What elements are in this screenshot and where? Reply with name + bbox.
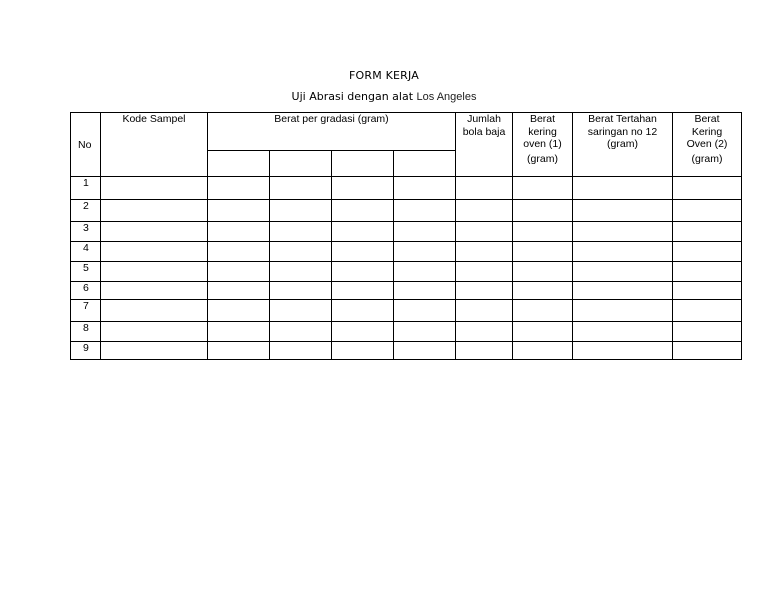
form-entry-cell[interactable] <box>513 200 573 222</box>
form-entry-cell[interactable] <box>394 177 456 200</box>
form-entry-cell[interactable] <box>101 282 208 300</box>
form-entry-cell[interactable] <box>208 262 270 282</box>
form-entry-cell[interactable] <box>101 242 208 262</box>
form-entry-cell[interactable] <box>573 242 673 262</box>
form-entry-cell[interactable] <box>208 300 270 322</box>
form-entry-cell[interactable] <box>270 177 332 200</box>
form-entry-cell[interactable] <box>270 242 332 262</box>
form-entry-cell[interactable] <box>456 177 513 200</box>
gradasi-cell <box>270 151 332 177</box>
form-entry-cell[interactable] <box>101 222 208 242</box>
form-entry-cell[interactable] <box>456 300 513 322</box>
table-row <box>71 342 742 360</box>
form-entry-cell[interactable] <box>456 200 513 222</box>
form-entry-cell[interactable] <box>573 222 673 242</box>
row-number: 4 <box>71 242 101 262</box>
form-entry-cell[interactable] <box>513 342 573 360</box>
form-entry-cell[interactable] <box>513 222 573 242</box>
subtitle-text: Uji Abrasi dengan alat <box>291 90 414 103</box>
form-entry-cell[interactable] <box>573 342 673 360</box>
form-entry-cell[interactable] <box>456 282 513 300</box>
form-entry-cell[interactable] <box>394 282 456 300</box>
row-number: 2 <box>71 200 101 222</box>
header-berat-kering-1: Berat kering oven (1) (gram) <box>513 113 573 177</box>
gradasi-cell <box>394 151 456 177</box>
table-row <box>71 242 742 262</box>
form-entry-cell[interactable] <box>208 222 270 242</box>
form-entry-cell[interactable] <box>208 342 270 360</box>
form-entry-cell[interactable] <box>332 282 394 300</box>
form-entry-cell[interactable] <box>456 262 513 282</box>
table-row <box>71 282 742 300</box>
form-entry-cell[interactable] <box>208 322 270 342</box>
form-entry-cell[interactable] <box>270 200 332 222</box>
form-entry-cell[interactable] <box>270 342 332 360</box>
form-entry-cell[interactable] <box>573 300 673 322</box>
form-entry-cell[interactable] <box>513 177 573 200</box>
form-entry-cell[interactable] <box>394 242 456 262</box>
header-berat-kering-2: Berat Kering Oven (2) (gram) <box>673 113 742 177</box>
form-entry-cell[interactable] <box>332 242 394 262</box>
form-entry-cell[interactable] <box>270 300 332 322</box>
form-entry-cell[interactable] <box>101 200 208 222</box>
table-row <box>71 300 742 322</box>
form-entry-cell[interactable] <box>456 322 513 342</box>
header-no: No <box>71 113 101 177</box>
form-entry-cell[interactable] <box>332 200 394 222</box>
form-entry-cell[interactable] <box>101 262 208 282</box>
header-kode-sampel: Kode Sampel <box>101 113 208 177</box>
form-entry-cell[interactable] <box>101 300 208 322</box>
row-number: 1 <box>71 177 101 200</box>
form-entry-cell[interactable] <box>270 322 332 342</box>
table-row <box>71 222 742 242</box>
form-entry-cell[interactable] <box>332 322 394 342</box>
form-entry-cell[interactable] <box>332 177 394 200</box>
form-entry-cell[interactable] <box>673 200 742 222</box>
form-entry-cell[interactable] <box>573 200 673 222</box>
form-entry-cell[interactable] <box>573 262 673 282</box>
form-entry-cell[interactable] <box>394 222 456 242</box>
form-entry-cell[interactable] <box>513 262 573 282</box>
row-number: 7 <box>71 300 101 322</box>
form-entry-cell[interactable] <box>394 200 456 222</box>
form-entry-cell[interactable] <box>208 200 270 222</box>
table-row <box>71 322 742 342</box>
table-row <box>71 200 742 222</box>
form-entry-cell[interactable] <box>573 177 673 200</box>
form-entry-cell[interactable] <box>456 222 513 242</box>
header-berat-gradasi: Berat per gradasi (gram) <box>208 113 456 151</box>
form-entry-cell[interactable] <box>332 342 394 360</box>
form-entry-cell[interactable] <box>513 242 573 262</box>
header-berat-tertahan: Berat Tertahan saringan no 12 (gram) <box>573 113 673 177</box>
form-entry-cell[interactable] <box>673 322 742 342</box>
form-entry-cell[interactable] <box>673 177 742 200</box>
form-entry-cell[interactable] <box>270 262 332 282</box>
row-number: 6 <box>71 282 101 300</box>
form-entry-cell[interactable] <box>101 177 208 200</box>
form-entry-cell[interactable] <box>101 342 208 360</box>
form-entry-cell[interactable] <box>332 300 394 322</box>
form-entry-cell[interactable] <box>394 322 456 342</box>
gradasi-cell <box>332 151 394 177</box>
form-entry-cell[interactable] <box>332 222 394 242</box>
form-entry-cell[interactable] <box>101 322 208 342</box>
table-row <box>71 177 742 200</box>
form-entry-cell[interactable] <box>270 222 332 242</box>
form-entry-cell[interactable] <box>513 300 573 322</box>
form-entry-cell[interactable] <box>673 242 742 262</box>
row-number: 5 <box>71 262 101 282</box>
row-number: 9 <box>71 342 101 360</box>
form-title: FORM KERJA <box>349 69 419 82</box>
subtitle-place: Los Angeles <box>416 91 477 103</box>
form-entry-cell[interactable] <box>456 242 513 262</box>
form-entry-cell[interactable] <box>673 342 742 360</box>
form-entry-cell[interactable] <box>332 262 394 282</box>
form-entry-cell[interactable] <box>208 282 270 300</box>
work-form-table <box>70 112 742 360</box>
form-subtitle <box>0 90 768 103</box>
form-entry-cell[interactable] <box>513 322 573 342</box>
form-entry-cell[interactable] <box>394 262 456 282</box>
form-entry-cell[interactable] <box>673 282 742 300</box>
form-entry-cell[interactable] <box>208 242 270 262</box>
form-entry-cell[interactable] <box>456 342 513 360</box>
form-entry-cell[interactable] <box>573 282 673 300</box>
row-number: 3 <box>71 222 101 242</box>
form-entry-cell[interactable] <box>208 177 270 200</box>
form-entry-cell[interactable] <box>394 300 456 322</box>
row-number: 8 <box>71 322 101 342</box>
header-row <box>71 113 742 151</box>
form-entry-cell[interactable] <box>673 300 742 322</box>
gradasi-cell <box>208 151 270 177</box>
form-entry-cell[interactable] <box>394 342 456 360</box>
form-entry-cell[interactable] <box>573 322 673 342</box>
header-jumlah-bola: Jumlah bola baja <box>456 113 513 177</box>
form-entry-cell[interactable] <box>673 262 742 282</box>
form-entry-cell[interactable] <box>270 282 332 300</box>
form-entry-cell[interactable] <box>513 282 573 300</box>
form-entry-cell[interactable] <box>673 222 742 242</box>
table-row <box>71 262 742 282</box>
